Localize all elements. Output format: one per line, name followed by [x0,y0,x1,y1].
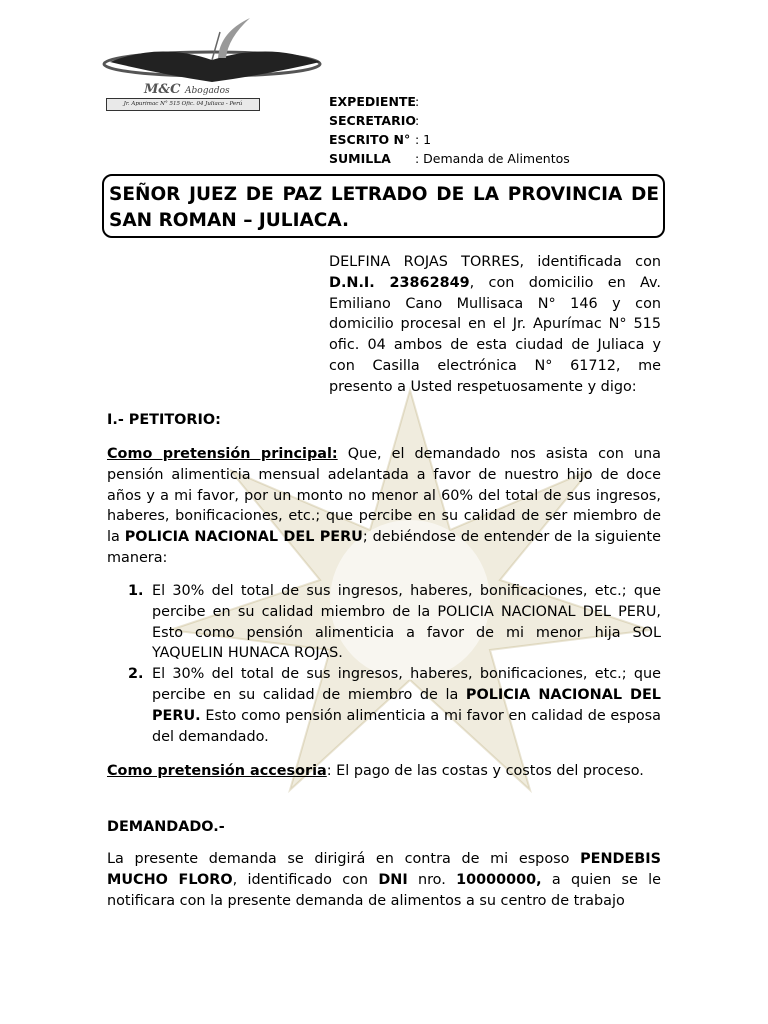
list-item: 2. El 30% del total de sus ingresos, haberes, bonificaciones, etc.; que percibe en su calidad de miembro de la POLICIA NACIONAL DEL PERU. Esto como pensión alimenticia a mi favor en calidad de esposa del demandado. [128,666,661,745]
list-item: 1. El 30% del total de sus ingresos, haberes, bonificaciones, etc.; que percibe en su calidad miembro de la POLICIA NACIONAL DEL PERU, Esto como pensión alimenticia a favor de mi menor hija SOL YAQUELIN HUNACA ROJAS. [128,583,661,662]
case-metadata [329,92,570,168]
section-heading-petitorio: I.- PETITORIO: [107,412,221,428]
document-title: SEÑOR JUEZ DE PAZ LETRADO DE LA PROVINCIA DE SAN ROMAN – JULIACA. [102,174,665,238]
logo-address: Jr. Apurimac N° 515 Ofic. 04 Juliaca - Perú [106,98,260,111]
principal-claim: Como pretensión principal: Que, el demandado nos asista con una pensión alimenticia mensual adelantada a favor de nuestro hijo de doce años y a mi favor, por un monto no menor al 60% del total de sus ingresos, haberes, bonificaciones, etc.; que percibe en su calidad de ser miembro de la POLICIA NACIONAL DEL PERU; debiéndose de entender de la siguiente manera: [107,446,661,566]
defendant-paragraph: La presente demanda se dirigirá en contra de mi esposo PENDEBIS MUCHO FLORO, identificado con DNI nro. 10000000, a quien se le notificara con la presente demanda de alimentos a su centro de trabajo [107,851,662,909]
logo-brand: M&C Abogados [144,82,230,97]
accessory-claim: Como pretensión accesoria: El pago de las costas y costos del proceso. [107,763,644,779]
section-heading-demandado: DEMANDADO.- [107,819,225,835]
meta-row-secretario: SECRETARIO : [329,113,420,128]
plaintiff-intro: DELFINA ROJAS TORRES, identificada con D.N.I. 23862849, con domicilio en Av. Emiliano Cano Mullisaca N° 146 y con domicilio procesal en el Jr. Apurímac N° 515 ofic. 04 ambos de esta ciudad de Juliaca y con Casilla electrónica N° 61712, me presento a Usted respetuosamente y digo: [329,254,661,395]
meta-row-sumilla: SUMILLA : Demanda de Alimentos [329,151,570,166]
claim-breakdown-list [107,581,661,747]
meta-row-expediente: EXPEDIENTE : [329,94,420,109]
law-firm-logo [100,12,330,122]
meta-row-escrito: ESCRITO N° : 1 [329,132,432,147]
